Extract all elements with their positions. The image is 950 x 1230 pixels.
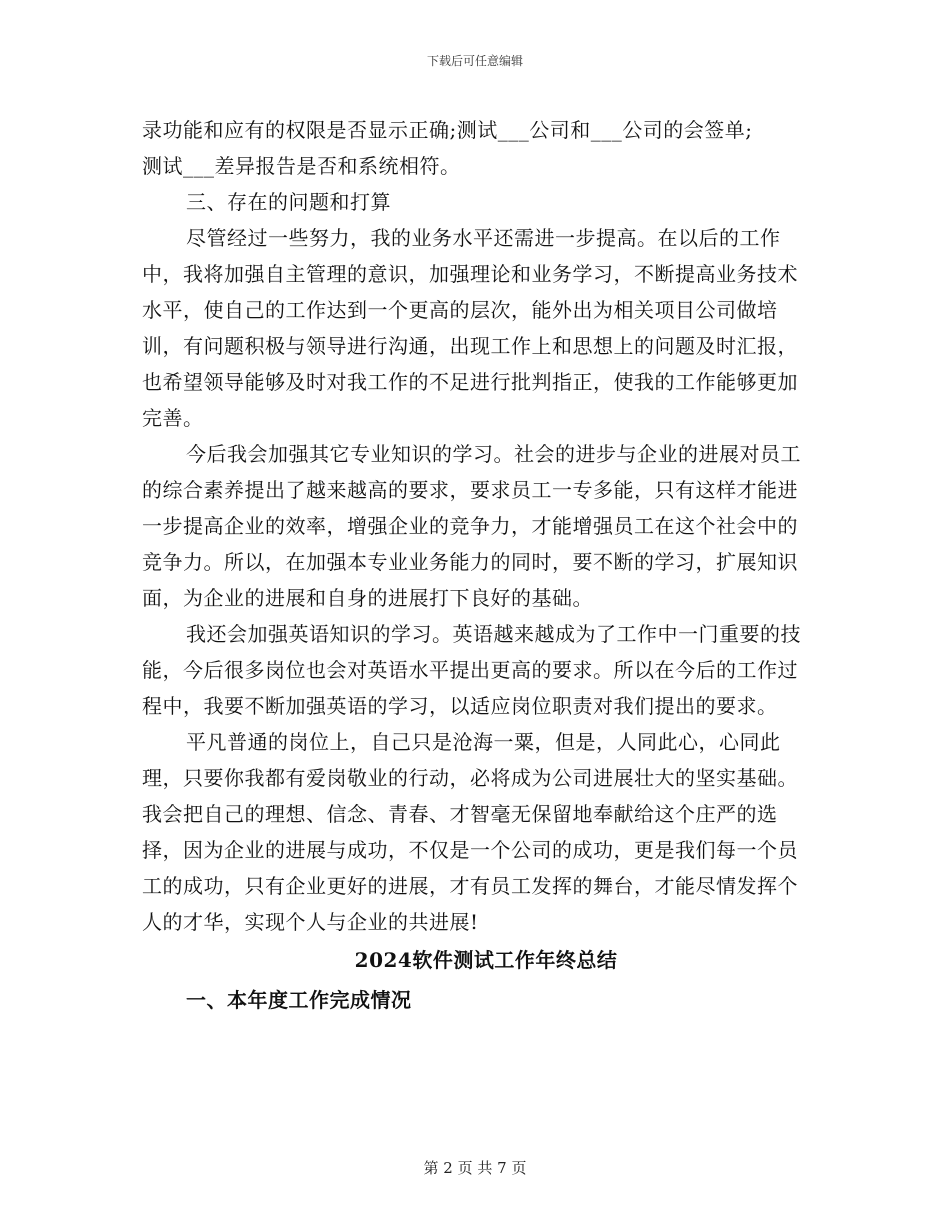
document-body: [142, 112, 808, 1018]
document-title: 2024软件测试工作年终总结: [354, 948, 618, 972]
paragraph-english-study: 我还会加强英语知识的学习。英语越来越成为了工作中一门重要的技能，今后很多岗位也会对英语水平提出更高的要求。所以在今后的工作过程中，我要不断加强英语的学习，以适应岗位职责对我们提出的要求。: [142, 622, 801, 718]
page-header: 下载后可任意编辑: [426, 54, 523, 68]
paragraph-problems: 尽管经过一些努力，我的业务水平还需进一步提高。在以后的工作中，我将加强自主管理的意识，加强理论和业务学习，不断提高业务技术水平，使自己的工作达到一个更高的层次，能外出为相关项目公司做培训，有问题积极与领导进行沟通，出现工作上和思想上的问题及时汇报，也希望领导能够及时对我工作的不足进行批判指正，使我的工作能够更加完善。: [142, 226, 798, 430]
paragraph-professional-knowledge: 今后我会加强其它专业知识的学习。社会的进步与企业的进展对员工的综合素养提出了越来越高的要求，要求员工一专多能，只有这样才能进一步提高企业的效率，增强企业的竞争力，才能增强员工在这个社会中的竞争力。所以，在加强本专业业务能力的同时，要不断的学习，扩展知识面，为企业的进展和自身的进展打下良好的基础。: [142, 442, 801, 610]
section-1-heading: 一、本年度工作完成情况: [186, 988, 412, 1012]
paragraph-closing: 平凡普通的岗位上，自己只是沧海一粟，但是，人同此心，心同此理，只要你我都有爱岗敬业的行动，必将成为公司进展壮大的坚实基础。我会把自己的理想、信念、青春、才智毫无保留地奉献给这个庄严的选择，因为企业的进展与成功，不仅是一个公司的成功，更是我们每一个员工的成功，只有企业更好的进展，才有员工发挥的舞台，才能尽情发挥个人的才华，实现个人与企业的共进展!: [142, 730, 798, 934]
continuation-line-2: 测试___差异报告是否和系统相符。: [142, 154, 461, 178]
continuation-line-1: 录功能和应有的权限是否显示正确;测试___公司和___公司的会签单;: [142, 118, 753, 142]
section-3-heading: 三、存在的问题和打算: [186, 190, 391, 214]
page-number: 第 2 页 共 7 页: [423, 1159, 527, 1177]
